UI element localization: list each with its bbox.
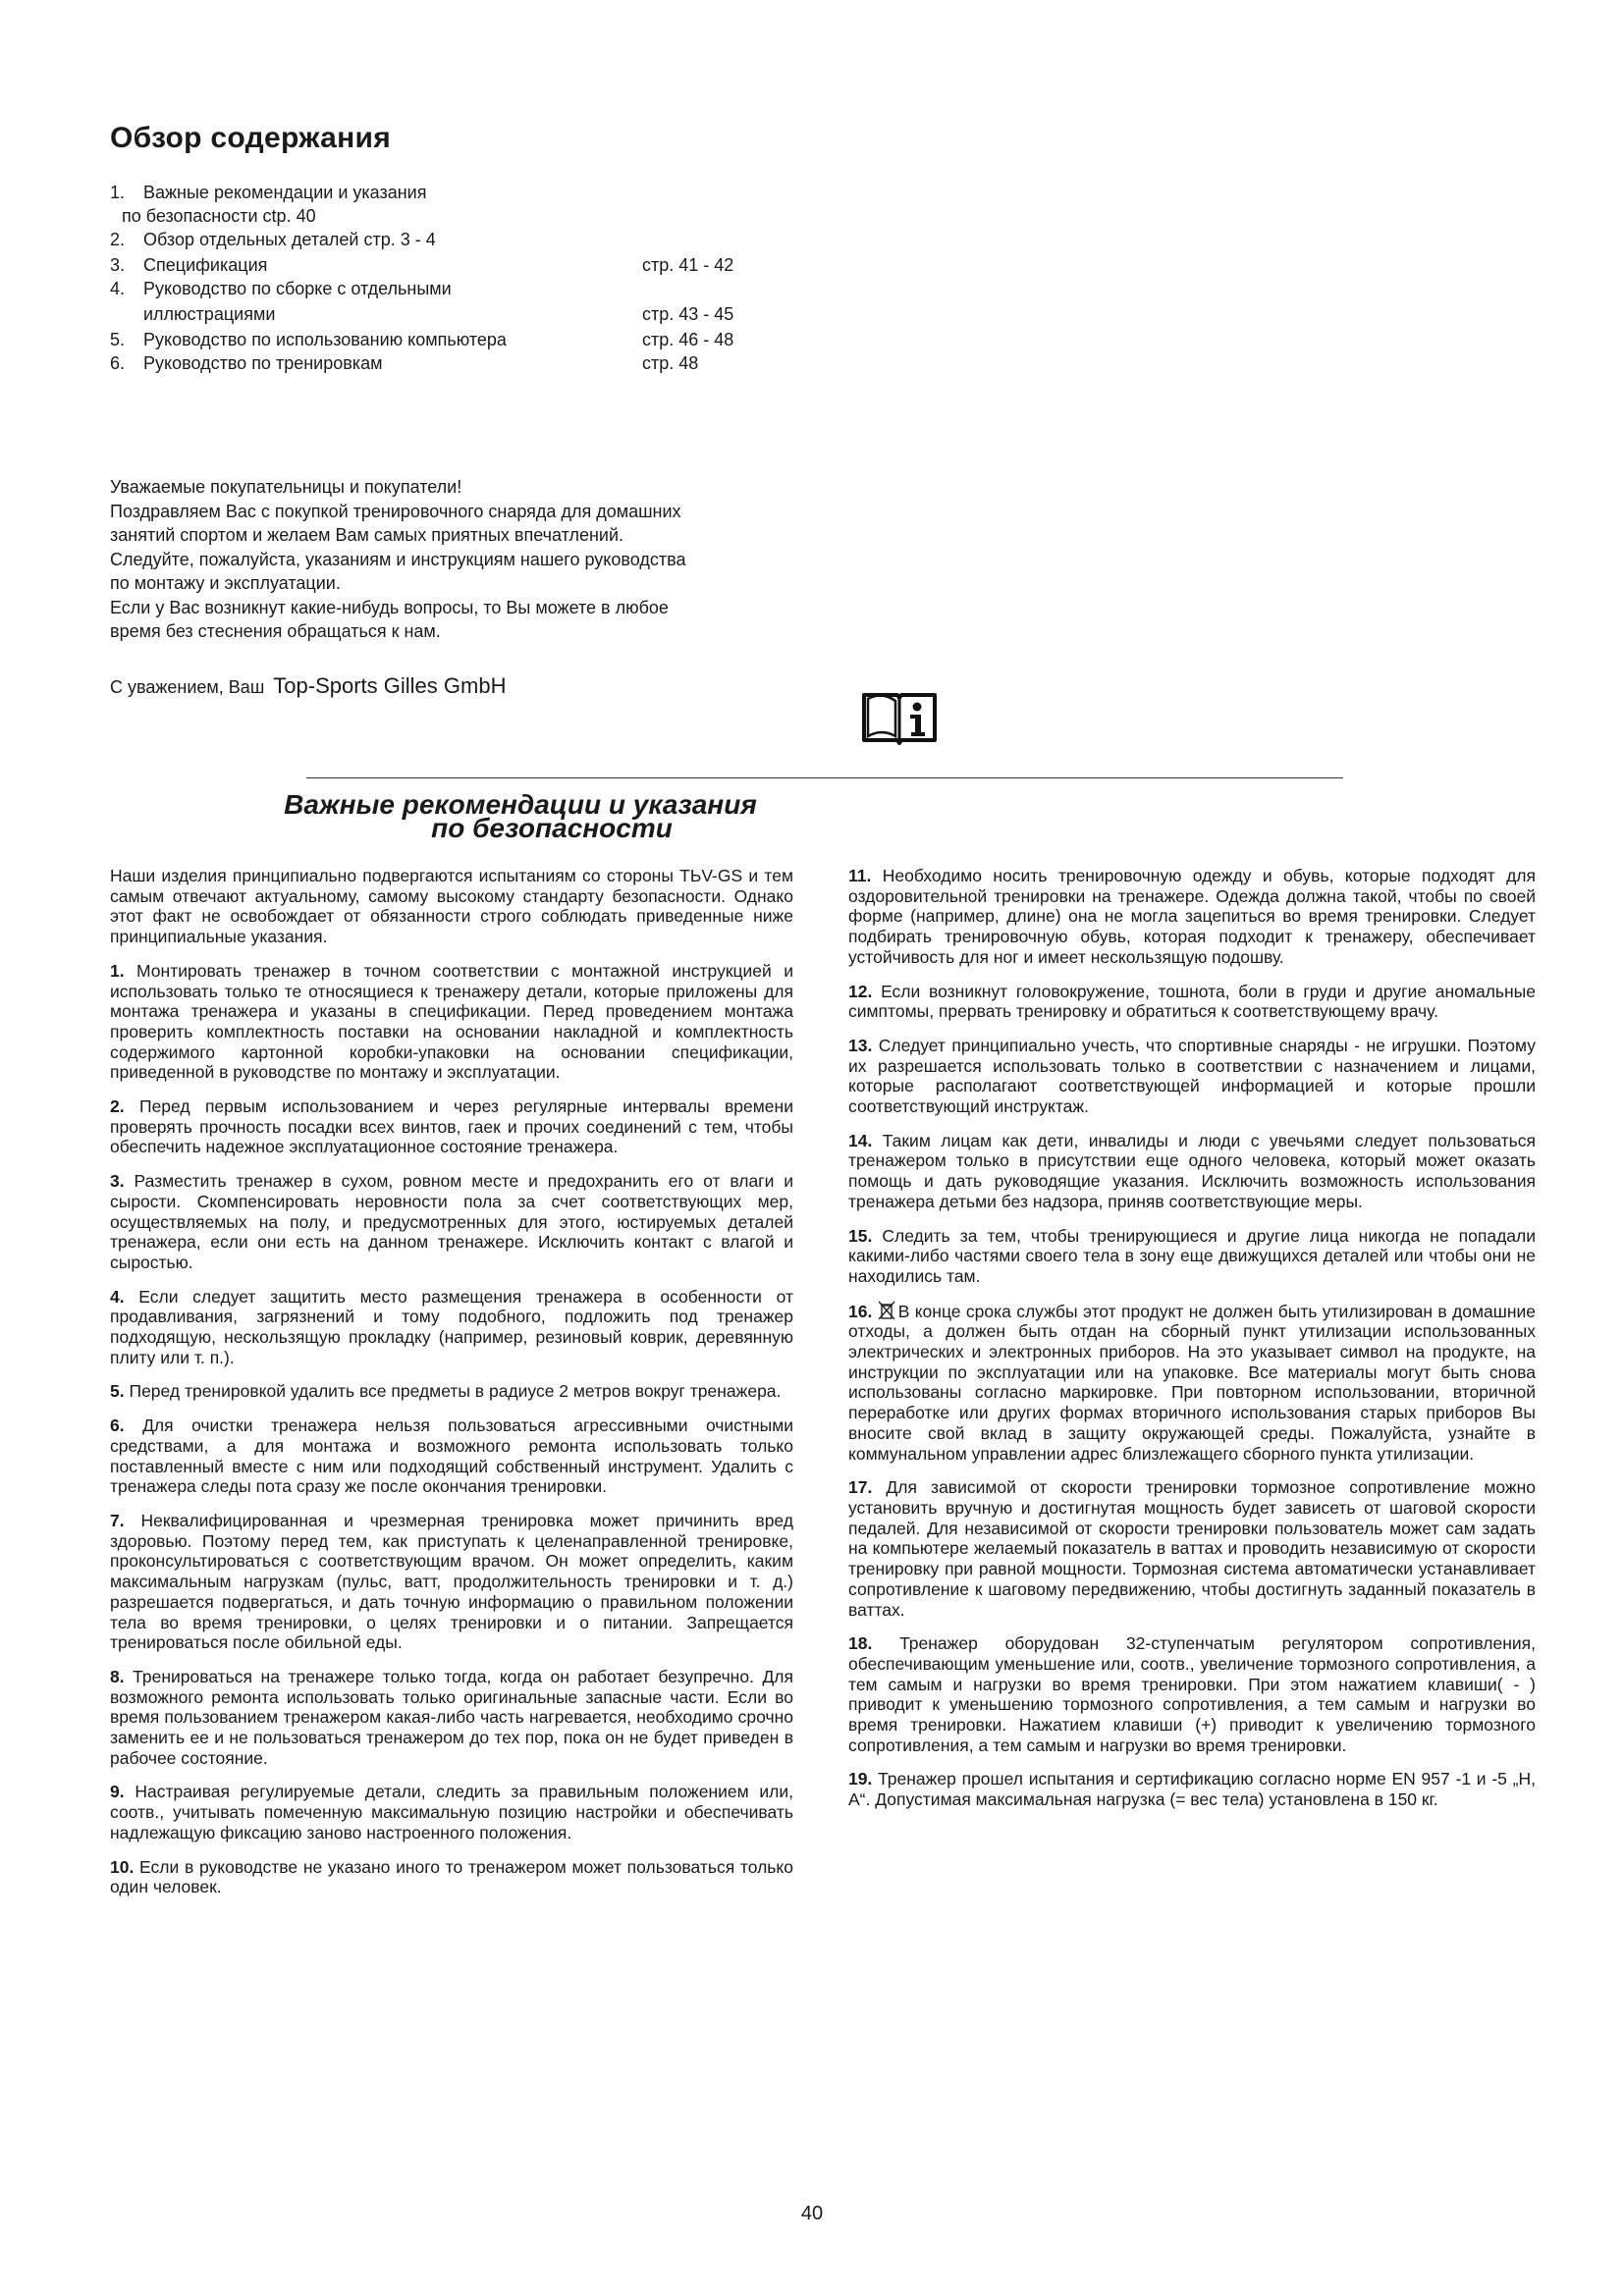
safety-item [848,1633,1536,1755]
toc-text: Руководство по сборке с отдельными [143,279,452,298]
safety-intro [110,866,793,947]
item-number: 10. [110,1856,135,1877]
toc-page: стр. 46 - 48 [642,330,734,349]
paragraph-text: Наши изделия принципиально подвергаются испытаниям со стороны TЬV-GS и тем самым отвечают актуальному, самому высокому стандарту безопасности. Однако этот факт не освобождает от обязанности строго соблюдать приведенные ниже принципиальные указания. [110,866,793,947]
toc-num: 5. [110,330,126,349]
safety-item [110,1381,793,1402]
toc-row [110,228,436,251]
paragraph-text: Для зависимой от скорости тренировки тормозное сопротивление можно установить вручную и достигнутая мощность будет зависеть от шаговой скорости педалей. Для независимой от скорости тренировки пользователь может сам задать на компьютере желаемый показатель в ваттах и проводить независимую от скорости тренировку при равной мощности. Тормозная система автоматически устанавливает сопротивление к шаговому передвижению, чтобы достигнуть заданный показатель в ваттах. [848,1477,1536,1620]
safety-item [110,1667,793,1769]
safety-right-column [848,866,1536,1824]
paragraph-text: Перед тренировкой удалить все предметы в радиусе 2 метров вокруг тренажера. [129,1381,782,1402]
greeting-line: занятий спортом и желаем Вам самых приятных впечатлений. [110,525,624,545]
item-number: 16. [848,1301,873,1321]
item-number: 3. [110,1171,125,1192]
item-number: 15. [848,1225,873,1246]
item-number: 19. [848,1769,873,1789]
crossed-bin-icon [878,1301,895,1320]
toc-num: 6. [110,353,126,373]
toc-page: стр. 43 - 45 [642,304,734,324]
paragraph-text: Тренажер оборудован 32-ступенчатым регулятором сопротивления, обеспечивающим уменьшение или, соотв., увеличение тормозного сопротивления, а тем самым и нагрузки во время тренировки. При этом нажатием клавиши( - ) приводит к уменьшению тормозного сопротивления, а тем самым и нагрузки во время тренировки. Нажатием клавиши (+) приводит к увеличению тормозного сопротивления, а тем самым и нагрузки во время тренировки. [848,1633,1536,1755]
safety-item [110,1096,793,1157]
item-number: 4. [110,1286,125,1307]
signoff [110,673,506,699]
greeting-line: Уважаемые покупательницы и покупатели! [110,477,462,497]
safety-item [110,1415,793,1497]
toc-row [110,351,699,375]
greeting-line: Если у Вас возникнут какие-нибудь вопросы, то Вы можете в любое [110,597,669,617]
toc-text: Обзор отдельных деталей стр. 3 - 4 [143,230,436,249]
paragraph-text: Таким лицам как дети, инвалиды и люди с увечьями следует пользоваться тренажером только в присутствии еще одного человека, который может оказать помощь и дать руководящие указания. Исключить возможность использования тренажера детьми без надзора, приняв соответствующие меры. [848,1130,1536,1211]
toc-num: 4. [110,279,126,298]
page-number: 40 [800,2203,824,2224]
paragraph-text: Для очистки тренажера нельзя пользоваться агрессивными очистными средствами, а для монтажа и возможного ремонта использовать только поставленный вместе с ним или подходящий собственный инструмент. Удалить с тренажера следы пота сразу же после окончания тренировки. [110,1415,793,1497]
greeting-line: время без стеснения обращаться к нам. [110,621,441,641]
safety-item [848,866,1536,968]
safety-left-column [110,866,793,1911]
safety-title-line1: Важные рекомендации и указания [284,789,757,820]
toc-text: по безопасности ctp. 40 [122,206,316,226]
item-number: 2. [110,1096,125,1117]
toc-row [110,328,734,351]
toc-row [110,302,734,326]
toc-page: стр. 41 - 42 [642,255,734,275]
toc-text: Руководство по тренировкам [143,353,383,373]
item-number: 6. [110,1415,125,1436]
safety-item [848,1769,1536,1809]
toc-page: стр. 48 [642,353,699,373]
item-number: 14. [848,1130,873,1150]
safety-item [848,1036,1536,1117]
paragraph-text: Неквалифицированная и чрезмерная тренировка может причинить вред здоровью. Поэтому перед тем, как приступать к целенаправленной тренировке, проконсультироваться с соответствующим врачом. Он может определить, каким максимальным нагрузкам (пульс, ватт, продолжительность тренировки и т. д.) разрешается подвергаться, и дать точную информацию о правильном положении тела во время тренировки, о целях тренировки и о питании. Запрещается тренироваться после обильной еды. [110,1510,793,1653]
item-number: 8. [110,1666,125,1686]
paragraph-text: Разместить тренажер в сухом, ровном месте и предохранить его от влаги и сырости. Скомпенсировать неровности пола за счет соответствующих мер, осуществляемых на полу, и предусмотренных для этого, юстируемых деталей тренажера, если они есть на данном тренажере. Исключить контакт с влагой и сыростью. [110,1171,793,1272]
paragraph-text: Если следует защитить место размещения тренажера в особенности от продавливания, загрязнений и тому подобного, подложить под тренажер подходящую, нескользящую прокладку (например, резиновый коврик, деревянную плиту или т. п.). [110,1286,793,1367]
safety-item [110,961,793,1083]
toc-text: Важные рекомендации и указания [143,183,427,202]
toc-text: Спецификация [143,255,268,275]
paragraph-text: Если возникнут головокружение, тошнота, боли в груди и другие аномальные симптомы, прервать тренировку и обратиться к соответствующему врачу. [848,981,1536,1022]
safety-title-line2: по безопасности [431,813,673,843]
safety-item [110,1782,793,1842]
item-number: 18. [848,1633,873,1654]
paragraph-text: В конце срока службы этот продукт не должен быть утилизирован в домашние отходы, а должен быть отдан на сборный пункт утилизации использованных электрических и электронных приборов. На это указывает символ на продукте, на инструкции по эксплуатации или на упаковке. Все материалы могут быть снова использованы согласно маркировке. При повторном использовании, вторичной переработке или других формах вторичного использования старых приборов Вы вносите свой вклад в защиту окружающей среды. Пожалуйста, узнайте в коммунальном управлении адрес близлежащего сборного пункта утилизации. [848,1301,1536,1464]
item-number: 11. [848,866,872,885]
safety-item [110,1171,793,1273]
toc-text: иллюстрациями [143,304,276,324]
safety-item [848,1226,1536,1287]
signoff-text: С уважением, Ваш [110,677,265,697]
paragraph-text: Если в руководстве не указано иного то тренажером может пользоваться только один человек. [110,1856,793,1897]
item-number: 12. [848,981,873,1001]
toc-row [110,181,426,204]
paragraph-text: Следует принципиально учесть, что спортивные снаряды - не игрушки. Поэтому их разрешается использовать только в соответствии с назначением и лицами, которые располагают соответствующей информацией и которые прошли соответствующий инструктаж. [848,1035,1536,1117]
greeting-text [110,475,817,644]
safety-item [848,1131,1536,1212]
paragraph-text: Тренажер прошел испытания и сертификацию согласно норме EN 957 -1 и -5 „H, A“. Допустимая максимальная нагрузка (= вес тела) установлена в 150 кг. [848,1769,1536,1810]
paragraph-text: Настраивая регулируемые детали, следить за правильным положением или, соотв., учитывать помеченную максимальную позицию настройки и обеспечивать надлежащую фиксацию заново настроенного положения. [110,1782,793,1842]
greeting-line: по монтажу и эксплуатации. [110,573,341,593]
greeting-line: Поздравляем Вас с покупкой тренировочного снаряда для домашних [110,501,681,521]
item-number: 17. [848,1477,873,1498]
safety-item [848,1301,1536,1465]
safety-section-title [196,789,844,843]
item-number: 13. [848,1035,873,1055]
toc-row [122,204,316,228]
paragraph-text: Следить за тем, чтобы тренирующиеся и другие лица никогда не попадали какими-либо частями своего тела в зону еще движущихся деталей или чтобы они не находились там. [848,1225,1536,1286]
toc-num: 2. [110,230,126,249]
safety-item [110,1511,793,1653]
safety-item [110,1857,793,1897]
greeting-line: Следуйте, пожалуйста, указаниям и инструкциям нашего руководства [110,549,686,569]
toc-num: 1. [110,183,126,202]
toc-row [110,277,452,300]
item-number: 1. [110,960,125,981]
company-name: Top-Sports Gilles GmbH [273,673,507,698]
safety-item [110,1287,793,1368]
safety-item [848,982,1536,1022]
paragraph-text: Перед первым использованием и через регулярные интервалы времени проверять прочность посадки всех винтов, гаек и прочих соединений с тем, чтобы обеспечить надежное эксплуатационное состояние тренажера. [110,1096,793,1157]
item-number: 7. [110,1510,125,1530]
toc-num: 3. [110,255,126,275]
toc-row [110,253,734,277]
toc-text: Руководство по использованию компьютера [143,330,507,349]
toc-title: Обзор содержания [110,122,392,154]
info-book-icon [860,687,939,746]
item-number: 5. [110,1381,125,1402]
item-number: 9. [110,1782,125,1802]
section-divider [306,777,1343,778]
safety-item [848,1477,1536,1620]
paragraph-text: Тренироваться на тренажере только тогда, когда он работает безупречно. Для возможного ремонта использовать только оригинальные запасные части. Если во время пользованием тренажером какая-либо часть нагревается, необходимо срочно заменить ее и не пользоваться тренажером до тех пор, пока он не будет приведен в рабочее состояние. [110,1666,793,1768]
paragraph-text: Монтировать тренажер в точном соответствии с монтажной инструкцией и использовать только те относящиеся к тренажеру детали, которые приложены для монтажа тренажера и указаны в спецификации. Перед проведением монтажа проверить комплектность поставки на основании накладной и комплектность содержимого картонной коробки-упаковки на основании спецификации, приведенной в руководстве по монтажу и эксплуатации. [110,960,793,1083]
paragraph-text: Необходимо носить тренировочную одежду и обувь, которые подходят для оздоровительной тренировки на тренажере. Одежда должна такой, чтобы по своей форме (например, длине) она не могла зацепиться во время тренировки. Следует подбирать тренировочную обувь, которая подходит к тренажеру, обеспечивает устойчивость для ног и имеет нескользящую подошву. [848,866,1536,967]
